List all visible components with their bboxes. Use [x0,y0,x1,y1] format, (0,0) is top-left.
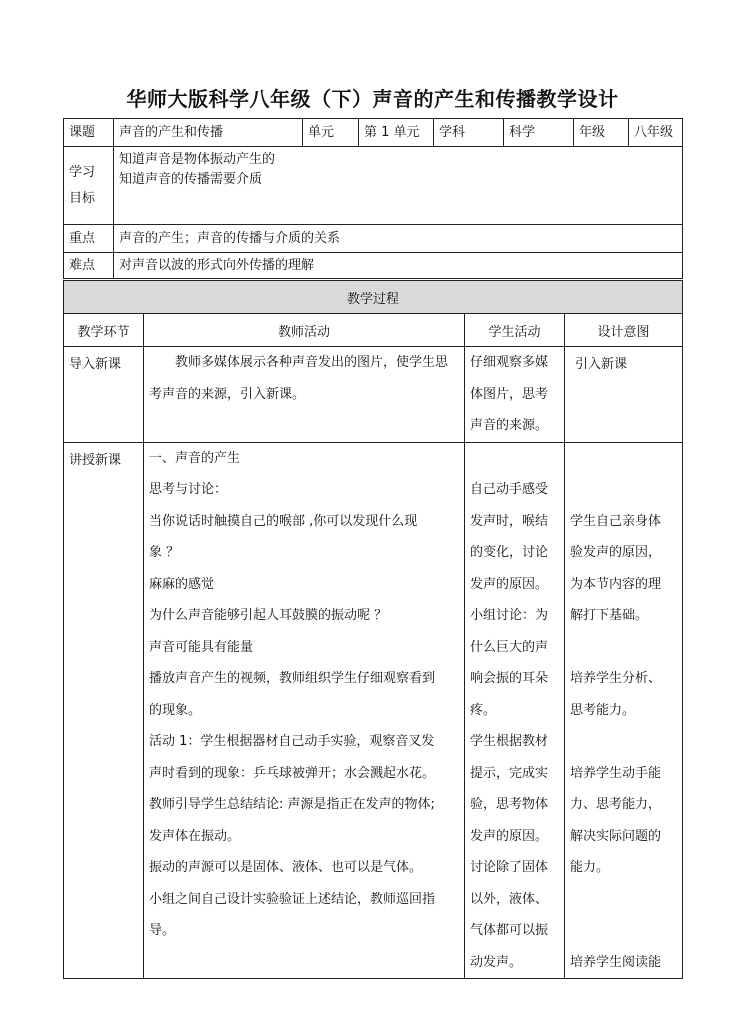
page-title: 华师大版科学八年级（下）声音的产生和传播教学设计 [126,87,619,111]
column-header-intent: 设计意图 [565,314,683,347]
column-header-teacher: 教师活动 [144,314,465,347]
student-line: 发声的原因。 [470,828,549,844]
intro-student-line: 声音的来源。 [470,418,549,433]
objective-item: 知道声音是物体振动产生的 [119,152,276,167]
intro-intent: 引入新课 [565,347,683,443]
objective-label-line: 学习 [69,164,96,180]
key-label: 重点 [64,225,114,253]
lesson-label: 课题 [64,119,114,147]
spacer [570,915,677,947]
student-line: 动发声。 [470,954,523,970]
objective-label [64,147,114,225]
student-line: 讨论除了固体 [470,860,549,875]
new-student [465,442,565,979]
intro-stage: 导入新课 [64,347,144,443]
grade-value: 八年级 [629,119,683,147]
student-line: 以外，液体、 [470,891,549,907]
student-line: 响会振的耳朵 [470,671,549,686]
intro-teacher-text: 教师多媒体展示各种声音发出的图片，使学生思考声音的来源，引入新课。 [149,355,449,402]
intent-line: 能力。 [570,860,610,875]
column-header-stage: 教学环节 [64,314,144,347]
difficulty-value: 对声音以波的形式向外传播的理解 [114,253,683,279]
teacher-line: 象 ？ [149,545,180,560]
objective-label-line: 目标 [69,190,96,206]
teacher-line: 活动 1：学生根据器材自己动手实验，观察音叉发 [149,734,435,749]
new-teacher [144,442,465,979]
teacher-line: 导。 [149,923,176,938]
student-line: 的变化，讨论 [470,545,549,560]
teacher-line: 麻麻的感觉 [149,576,215,592]
intent-line: 培养学生分析、 [570,671,662,686]
subject-label: 学科 [434,119,504,147]
key-value: 声音的产生；声音的传播与介质的关系 [114,225,683,253]
spacer [570,884,677,916]
teacher-line: 思考与讨论： [149,482,228,497]
intent-line: 思考能力。 [570,702,636,718]
intro-student-line: 体图片，思考 [470,386,549,402]
intent-line: 验发声的原因， [570,545,662,560]
intro-student-line: 仔细观察多媒 [470,355,549,370]
objective-item: 知道声音的传播需要介质 [119,172,263,187]
intent-line: 学生自己亲身体 [570,513,662,529]
unit-label: 单元 [303,119,359,147]
grade-label: 年级 [574,119,629,147]
intent-line: 解决实际问题的 [570,828,662,844]
intro-student [465,347,565,443]
intro-teacher [144,347,465,443]
spacer [570,443,677,475]
new-stage: 讲授新课 [64,442,144,979]
student-line: 发声时，喉结 [470,513,549,529]
student-line: 气体都可以振 [470,923,549,938]
teacher-line: 发声体在振动。 [149,828,241,844]
teacher-line: 小组之间自己设计实验验证上述结论，教师巡回指 [149,891,436,907]
teacher-line: 的现象。 [149,702,202,718]
lesson-value: 声音的产生和传播 [114,119,303,147]
teacher-line: 一、声音的产生 [149,450,241,466]
intent-line: 为本节内容的理 [570,576,662,592]
teacher-line: 为什么声音能够引起人耳鼓膜的振动呢 ？ [149,608,388,623]
intent-line: 培养学生动手能 [570,765,662,781]
intent-line: 培养学生阅读能 [570,954,662,970]
student-line: 提示，完成实 [470,765,549,781]
spacer [570,726,677,758]
teacher-line: 声音可能具有能量 [149,639,254,655]
objectives [114,147,683,225]
process-band: 教学过程 [64,281,683,314]
student-line: 小组讨论：为 [470,608,549,623]
intent-line: 解打下基础。 [570,608,649,623]
student-line: 发声的原因。 [470,576,549,592]
column-header-student: 学生活动 [465,314,565,347]
teacher-line: 教师引导学生总结结论: 声源是指正在发声的物体; [149,797,435,812]
spacer [570,474,677,506]
difficulty-label: 难点 [64,253,114,279]
teacher-line: 声时看到的现象：乒乓球被弹开；水会溅起水花。 [149,765,436,781]
subject-value: 科学 [504,119,574,147]
unit-value: 第 1 单元 [359,119,434,147]
teacher-line: 振动的声源可以是固体、液体、也可以是气体。 [149,860,423,875]
student-line: 疼。 [470,702,497,718]
student-line: 学生根据教材 [470,734,549,749]
teacher-line: 播放声音产生的视频，教师组织学生仔细观察看到 [149,671,436,686]
student-line: 验，思考物体 [470,797,549,812]
intent-line: 力、思考能力， [570,797,662,812]
student-line: 什么巨大的声 [470,639,549,655]
teacher-line: 当你说话时触摸自己的喉部 ,你可以发现什么现 [149,513,418,529]
spacer [470,443,559,475]
student-line: 自己动手感受 [470,482,549,497]
teaching-process-table [63,280,683,979]
new-intent [565,442,683,979]
lesson-info-table [63,118,683,279]
spacer [570,632,677,664]
